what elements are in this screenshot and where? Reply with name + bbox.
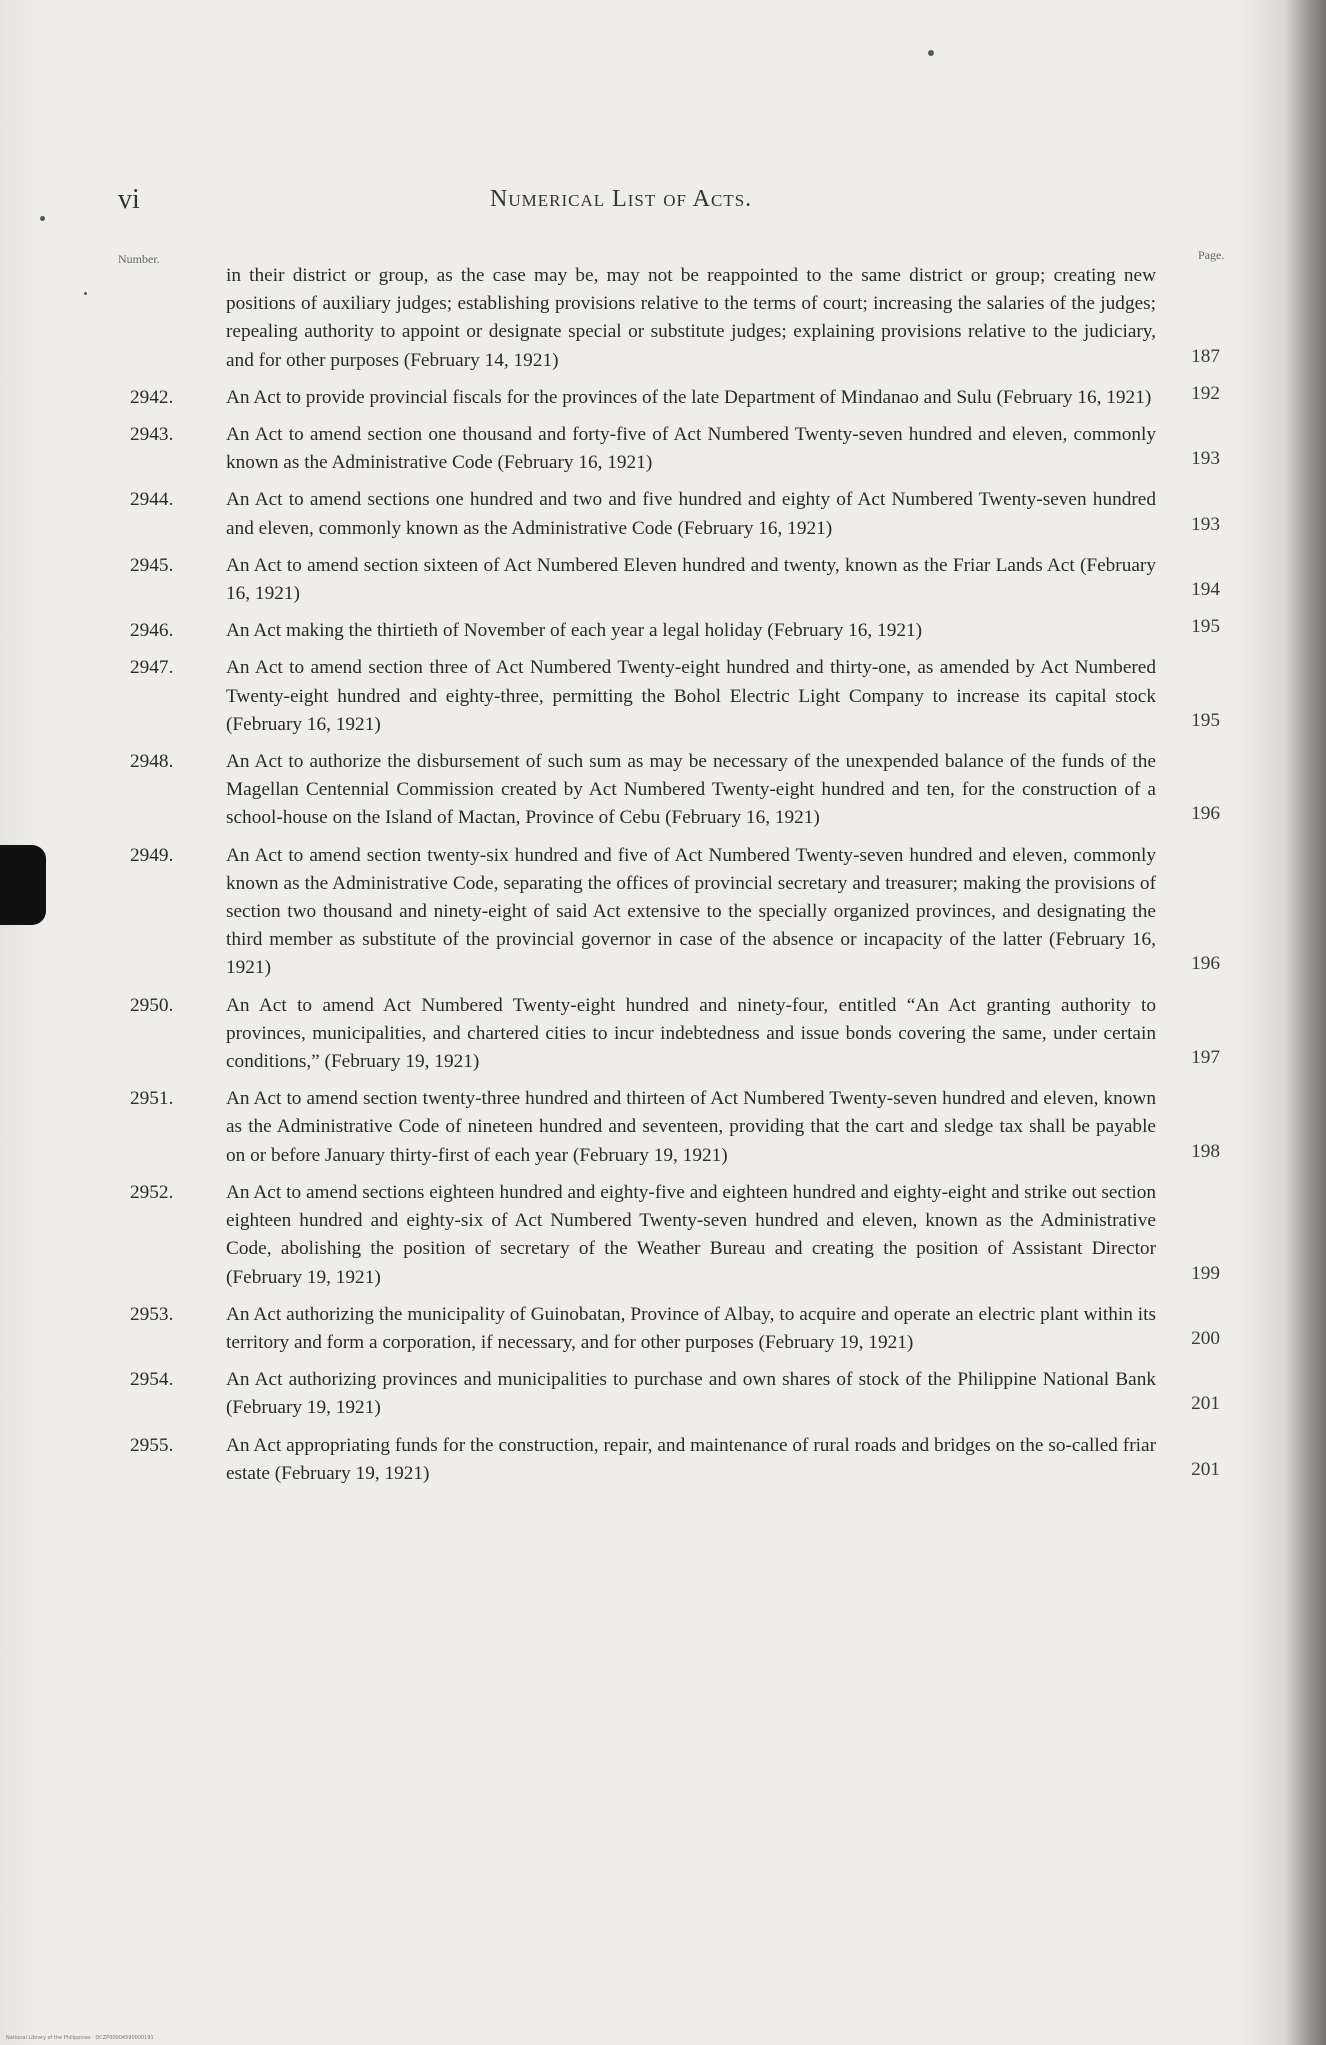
dust-speck — [40, 216, 45, 221]
act-entry — [130, 421, 1220, 477]
act-entry — [130, 1179, 1220, 1292]
act-page-number: 193 — [1191, 448, 1220, 470]
act-entry — [130, 842, 1220, 983]
act-page-number: 195 — [1191, 616, 1220, 638]
act-page-number: 192 — [1191, 382, 1220, 404]
act-entry — [130, 486, 1220, 542]
act-number: 2947. — [130, 657, 174, 679]
act-number: 2951. — [130, 1088, 174, 1110]
act-title: An Act to amend Act Numbered Twenty-eight hundred and ninety-four, entitled “An Act granting authority to provinces, municipalities, and chartered cities to incur indebtedness and issue bonds covering the same, under certain conditions,” (February 19, 1921) — [226, 994, 1156, 1073]
act-page-number: 201 — [1191, 1458, 1220, 1480]
act-entry — [130, 992, 1220, 1077]
act-title: An Act to amend sections eighteen hundred and eighty-five and eighteen hundred and eighty-eight and strike out section eighteen hundred and eighty-six of Act Numbered Twenty-seven hundred and eleven, known as the Administrative Code, abolishing the position of secretary of the Weather Bureau and creating the position of Assistant Director (February 19, 1921) — [226, 1181, 1156, 1288]
act-number: 2953. — [130, 1303, 174, 1325]
page-edge-shadow — [1286, 0, 1326, 2045]
act-title: An Act to amend section twenty-six hundred and five of Act Numbered Twenty-seven hundred and eleven, commonly known as the Administrative Code, separating the offices of provincial secretary and treasurer; making the provisions of section two thousand and ninety-eight of said Act extensive to the specially organized provinces, and designating the third member as substitute of the provincial governor in case of the absence or incapacity of the latter (February 16, 1921) — [226, 844, 1156, 979]
act-entry — [130, 654, 1220, 739]
act-entry — [130, 617, 1220, 645]
page-number: vi — [118, 184, 140, 215]
running-title: Numerical List of Acts. — [490, 186, 753, 212]
act-title: An Act making the thirtieth of November of each year a legal holiday (February 16, 1921) — [226, 620, 923, 642]
act-entry — [130, 1432, 1220, 1488]
act-number: 2949. — [130, 844, 174, 866]
dust-speck — [928, 50, 934, 56]
act-page-number: 199 — [1191, 1262, 1220, 1284]
act-page-number: 201 — [1191, 1393, 1220, 1415]
act-entry — [130, 262, 1220, 375]
act-number: 2955. — [130, 1434, 174, 1456]
act-number: 2943. — [130, 424, 174, 446]
act-page-number: 197 — [1191, 1047, 1220, 1069]
act-number: 2942. — [130, 386, 174, 408]
act-entry — [130, 384, 1220, 412]
act-number: 2954. — [130, 1369, 174, 1391]
acts-list — [130, 262, 1220, 1497]
act-page-number: 196 — [1191, 953, 1220, 975]
act-number: 2950. — [130, 994, 174, 1016]
act-page-number: 198 — [1191, 1140, 1220, 1162]
act-page-number: 193 — [1191, 513, 1220, 535]
page-column-label: Page. — [1198, 248, 1225, 262]
act-entry — [130, 748, 1220, 833]
dust-speck — [84, 292, 87, 295]
act-entry — [130, 1085, 1220, 1170]
act-entry — [130, 1301, 1220, 1357]
act-entry — [130, 1366, 1220, 1422]
page-header — [118, 184, 1198, 224]
act-title: in their district or group, as the case may be, may not be reappointed to the same district or group; creating new positions of auxiliary judges; establishing provisions relative to the terms of court; increasing the salaries of the judges; repealing authority to appoint or designate special or substitute judges; explaining provisions relative to the judiciary, and for other purposes (February 14, 1921) — [226, 265, 1156, 371]
act-page-number: 194 — [1191, 579, 1220, 601]
act-title: An Act to amend section twenty-three hundred and thirteen of Act Numbered Twenty-seven hundred and eleven, known as the Administrative Code of nineteen hundred and seventeen, providing that the cart and sledge tax shall be payable on or before January thirty-first of each year (February 19, 1921) — [226, 1088, 1156, 1166]
act-title: An Act authorizing provinces and municipalities to purchase and own shares of stock of the Philippine National Bank (February 19, 1921) — [226, 1369, 1156, 1419]
act-entry — [130, 552, 1220, 608]
act-title: An Act to amend section sixteen of Act Numbered Eleven hundred and twenty, known as the Friar Lands Act (February 16, 1921) — [226, 554, 1156, 605]
act-page-number: 187 — [1191, 345, 1220, 367]
act-page-number: 196 — [1191, 803, 1220, 825]
act-title: An Act to amend section three of Act Numbered Twenty-eight hundred and thirty-one, as amended by Act Numbered Twenty-eight hundred and eighty-three, permitting the Bohol Electric Light Company to increase its capital stock (February 16, 1921) — [226, 657, 1156, 735]
act-title: An Act to amend sections one hundred and two and five hundred and eighty of Act Numbered Twenty-seven hundred and eleven, commonly known as the Administrative Code (February 16, 1921) — [226, 489, 1156, 539]
act-title: An Act to provide provincial fiscals for the provinces of the late Department of Mindanao and Sulu (February 16, 1921) — [226, 386, 1152, 408]
act-title: An Act authorizing the municipality of Guinobatan, Province of Albay, to acquire and operate an electric plant within its territory and form a corporation, if necessary, and for other purposes (February 19, 1921) — [226, 1303, 1156, 1353]
act-number: 2945. — [130, 554, 174, 576]
act-title: An Act appropriating funds for the construction, repair, and maintenance of rural roads and bridges on the so-called friar estate (February 19, 1921) — [226, 1434, 1156, 1484]
act-number: 2946. — [130, 620, 174, 642]
act-page-number: 200 — [1191, 1327, 1220, 1349]
scan-footer-note: National Library of the Philippines · DCZP00004590000191 — [6, 2035, 154, 2041]
binding-clip-mark — [0, 845, 46, 925]
act-page-number: 195 — [1191, 709, 1220, 731]
act-number: 2944. — [130, 489, 174, 511]
act-title: An Act to authorize the disbursement of such sum as may be necessary of the unexpended balance of the funds of the Magellan Centennial Commission created by Act Numbered Twenty-eight hundred and ten, for the construction of a school-house on the Island of Mactan, Province of Cebu (February 16, 1921) — [226, 751, 1156, 829]
act-title: An Act to amend section one thousand and forty-five of Act Numbered Twenty-seven hundred and eleven, commonly known as the Administrative Code (February 16, 1921) — [226, 424, 1156, 474]
number-column-label: Number. — [118, 252, 160, 266]
act-number: 2952. — [130, 1181, 174, 1203]
act-number: 2948. — [130, 751, 174, 773]
